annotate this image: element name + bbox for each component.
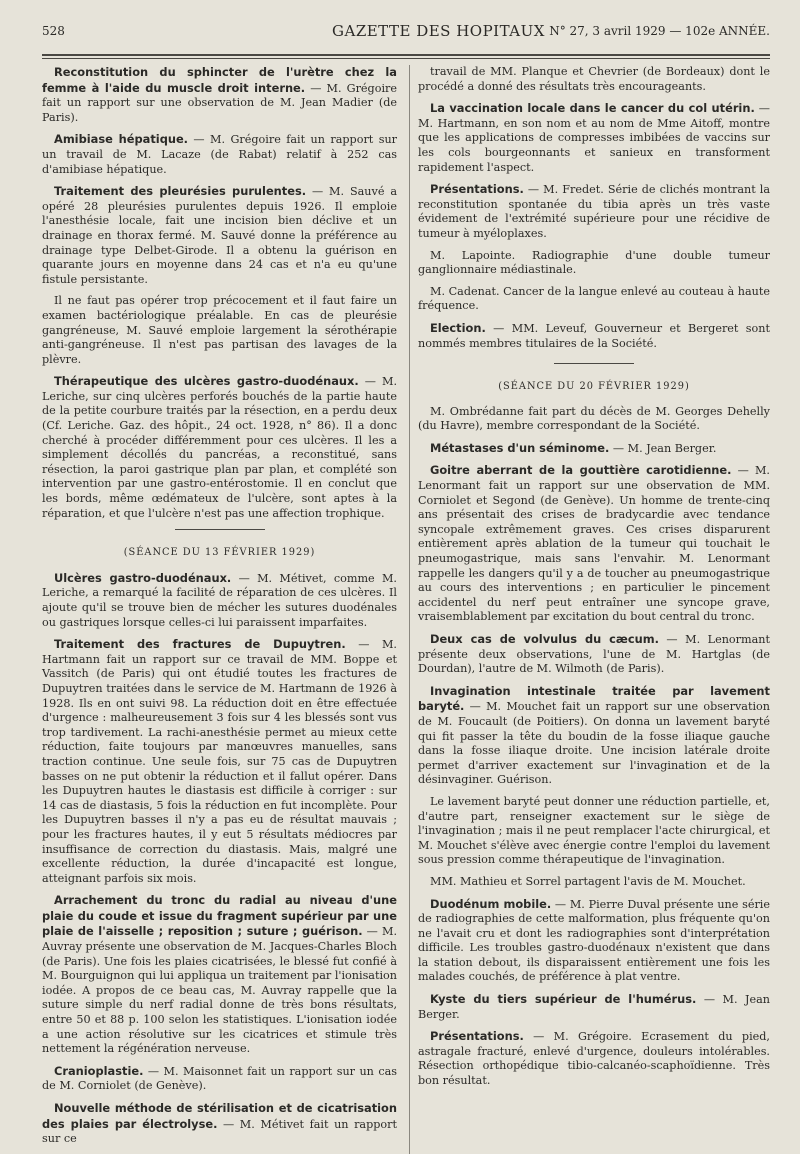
article-body: — M. Jean Berger. bbox=[418, 993, 770, 1021]
session-heading: (SÉANCE DU 13 FÉVRIER 1929) bbox=[123, 547, 316, 559]
article-body: — MM. Leveuf, Gouverneur et Bergeret sont nommés membres titulaires de la Société. bbox=[418, 321, 770, 350]
article-body: — M. Jean Berger. bbox=[609, 441, 717, 455]
article-heading: La vaccination locale dans le cancer du col utérin. bbox=[430, 101, 755, 116]
article-paragraph bbox=[418, 875, 770, 890]
article-heading: Ulcères gastro-duodénaux. bbox=[54, 570, 232, 585]
article-heading: Présentations. bbox=[430, 1029, 524, 1044]
article-paragraph bbox=[42, 1064, 397, 1094]
article-paragraph bbox=[418, 897, 770, 986]
article-paragraph bbox=[42, 893, 397, 1057]
article-body: — M. Hartmann, en son nom et au nom de Mme Aitoff, montre que les applications de compresses imbibées de vaccins sur les cols bourgeonnants et sanieux en transforment rapidement l'aspect. bbox=[418, 102, 770, 174]
article-heading: Deux cas de volvulus du cæcum. bbox=[430, 632, 659, 646]
article-paragraph bbox=[418, 441, 770, 457]
header-rule bbox=[42, 54, 770, 56]
session-heading: (SÉANCE DU 20 FÉVRIER 1929) bbox=[498, 381, 690, 393]
header-rule-thin bbox=[42, 58, 770, 59]
journal-title: GAZETTE DES HOPITAUX bbox=[332, 22, 545, 40]
article-heading: Métastases d'un séminome. bbox=[430, 440, 610, 455]
right-articles-1 bbox=[418, 65, 770, 351]
article-heading: Traitement des pleurésies purulentes. bbox=[54, 184, 307, 199]
article-body: travail de MM. Planque et Chevrier (de Bordeaux) dont le procédé a donné des résultats très encourageants. bbox=[418, 65, 770, 93]
article-body: Il ne faut pas opérer trop précocement et il faut faire un examen bactériologique préalable. En cas de pleurésie gangréneuse, M. Sauvé emploie largement la sérothérapie anti-gangréneuse. Il n'est pas partisan des lavages de la plèvre. bbox=[42, 294, 397, 366]
article-paragraph bbox=[42, 132, 397, 177]
article-body: — M. Sauvé a opéré 28 pleurésies purulentes depuis 1926. Il emploie l'anesthésie locale, fait une incision bien déclive et un drainage en thorax fermé. M. Sauvé donne la préférence au drainage type Delbet-Girode. Il a obtenu la guérison en quarante jours en moyenne dans 24 cas et n'a eu qu'une fistule persistante. bbox=[42, 185, 398, 286]
article-heading: Reconstitution du sphincter de l'urètre chez la femme à l'aide du muscle droit interne. bbox=[42, 65, 397, 95]
article-paragraph bbox=[418, 684, 770, 788]
left-articles-1 bbox=[42, 65, 397, 521]
article-heading: Duodénum mobile. bbox=[430, 896, 552, 911]
article-heading: Traitement des fractures de Dupuytren. bbox=[54, 637, 346, 652]
article-paragraph bbox=[418, 101, 770, 175]
article-body: — M. Hartmann fait un rapport sur ce travail de MM. Boppe et Vassitch (de Paris) qui ont étudié toutes les fractures de Dupuytren traitées dans le service de M. Hartmann de 1926 à 1928. Ils en ont suivi 98. La réduction doit en être effectuée d'urgence : malheureusement 3 fois sur 4 les blessés sont vus trop tardivement. La rachi-anesthésie permet au mieux cette réduction, faite toujours par manœuvres manuelles, sans traction continue. Une seule fois, sur 75 cas de Dupuytren basses on ne put obtenir la réduction et il fallut opérer. Dans les Dupuytren hautes le diastasis est difficile à corriger : sur 14 cas de diastasis, 5 fois la réduction en fut incomplète. Pour les Dupuytren basses il n'y a pas eu de résultat mauvais ; pour les fractures hautes, il y eut 5 résultats médiocres par insuffisance de correction du diastasis. Mais, malgré une excellente réduction, la durée d'incapacité est longue, atteignant parfois six mois. bbox=[42, 638, 397, 885]
article-paragraph bbox=[42, 637, 397, 886]
article-body: M. Ombrédanne fait part du décès de M. Georges Dehelly (du Havre), membre correspondant de la Société. bbox=[418, 404, 770, 433]
article-heading: Thérapeutique des ulcères gastro-duodénaux. bbox=[54, 374, 359, 389]
article-heading: Cranioplastie. bbox=[54, 1063, 144, 1078]
article-body: M. Lapointe. Radiographie d'une double tumeur ganglionnaire médiastinale. bbox=[418, 248, 770, 277]
article-paragraph bbox=[42, 571, 397, 630]
article-heading: Goitre aberrant de la gouttière carotidienne. bbox=[430, 463, 732, 478]
article-body: — M. Auvray présente une observation de M. Jacques-Charles Bloch (de Paris). Une fois les plaies cicatrisées, le blessé fut confié à M. Bourguignon qui lui appliqua un traitement par l'ionisation iodée. A propos de ce beau cas, M. Auvray rappelle que la suture simple du nerf radial donne de très bons résultats, entre 50 et 88 p. 100 selon les statistiques. L'ionisation iodée a une action résolutive sur les cicatrices et stimule très nettement la régénération nerveuse. bbox=[42, 925, 397, 1056]
article-paragraph bbox=[42, 65, 397, 125]
article-body: — M. Métivet fait un rapport sur ce bbox=[42, 1117, 397, 1146]
article-paragraph bbox=[42, 1101, 397, 1147]
right-column bbox=[409, 65, 770, 1154]
article-paragraph bbox=[418, 795, 770, 868]
article-paragraph bbox=[418, 321, 770, 351]
left-articles-2 bbox=[42, 571, 397, 1147]
article-paragraph bbox=[418, 285, 770, 314]
article-heading: Election. bbox=[430, 320, 486, 335]
article-body: — M. Grégoire. Ecrasement du pied, astragale fracturé, enlevé d'urgence, douleurs intolérables. Résection orthopédique tibio-calcanéo-scaphoïdienne. Très bon résultat. bbox=[418, 1030, 770, 1088]
article-paragraph bbox=[418, 463, 770, 625]
article-body: — M. Pierre Duval présente une série de radiographies de cette malformation, plus fréquente qu'on ne l'avait cru et dont les radiographies sont d'interprétation difficile. Les troubles gastro-duodénaux n'existent que dans la station debout, ils disparaissent entièrement une fois les malades couchés, de préférence à plat ventre. bbox=[418, 897, 770, 984]
article-paragraph bbox=[42, 374, 397, 521]
article-paragraph bbox=[418, 1029, 770, 1088]
separator-rule bbox=[175, 529, 265, 530]
columns bbox=[42, 65, 770, 1154]
page-header bbox=[42, 20, 770, 50]
article-body: — M. Lenormant présente deux observations, l'une de M. Hartglas (de Dourdan), l'autre de M. Wilmoth (de Paris). bbox=[418, 633, 770, 676]
article-paragraph bbox=[418, 632, 770, 677]
separator-rule bbox=[554, 363, 634, 364]
article-body: — M. Grégoire fait un rapport sur un travail de M. Lacaze (de Rabat) relatif à 252 cas d'amibiase hépatique. bbox=[42, 133, 397, 176]
article-body: — M. Fredet. Série de clichés montrant la reconstitution spontanée du tibia après un très vaste évidement de l'extrémité supérieure pour une récidive de tumeur à myéloplaxes. bbox=[418, 183, 770, 240]
article-body: Le lavement baryté peut donner une réduction partielle, et, d'autre part, renseigner exactement sur le siège de l'invagination ; mais il ne peut remplacer l'acte chirurgical, et M. Mouchet s'élève avec énergie contre l'emploi du lavement sous pression comme thérapeutique de l'invagination. bbox=[418, 794, 770, 867]
article-heading: Présentations. bbox=[430, 182, 524, 197]
right-articles-2 bbox=[418, 405, 770, 1089]
article-paragraph bbox=[418, 992, 770, 1022]
page-number: 528 bbox=[42, 24, 65, 38]
article-paragraph bbox=[418, 182, 770, 241]
article-paragraph bbox=[418, 405, 770, 434]
article-heading: Kyste du tiers supérieur de l'humérus. bbox=[430, 992, 697, 1007]
article-body: — M. Leriche, sur cinq ulcères perforés bouchés de la partie haute de la petite courbure traités par la résection, en a perdu deux (Cf. Leriche. Gaz. des hôpit., 24 oct. 1928, n° 86). Il a donc cherché à procéder différemment pour ces ulcères. Il les a simplement décollés du pancréas, a reconstitué, sans résection, la paroi gastrique plan par plan, et complété son intervention par une gastro-entérostomie. Il en conclut que les bords, même œdémateux de l'ulcère, sont aptes à la réparation, et que l'ulcère n'est pas une affection trophique. bbox=[42, 375, 397, 520]
issue-info: N° 27, 3 avril 1929 — 102e ANNÉE. bbox=[549, 24, 770, 38]
article-body: MM. Mathieu et Sorrel partagent l'avis de M. Mouchet. bbox=[430, 874, 746, 888]
article-body: — M. Lenormant fait un rapport sur une observation de MM. Corniolet et Segond (de Genève). Un homme de trente-cinq ans présentait des crises de bradycardie avec tendance syncopale extrêmement graves. Ces crises disparurent entièrement après ablation de la tumeur qui touchait le pneumogastrique, mais sans l'envahir. M. Lenormant rappelle les dangers qu'il y a de toucher au pneumogastrique au cours des interventions ; en particulier le pincement accidentel du nerf peut entraîner une syncope grave, vraisemblablement par excitation du bout central du tronc. bbox=[418, 464, 770, 624]
article-body: — M. Grégoire fait un rapport sur une observation de M. Jean Madier (de Paris). bbox=[42, 81, 397, 124]
article-heading: Arrachement du tronc du radial au niveau d'une plaie du coude et issue du fragment supérieur par une plaie de l'aisselle ; reposition ; suture ; guérison. bbox=[42, 893, 397, 939]
article-body: — M. Métivet, comme M. Leriche, a remarqué la facilité de réparation de ces ulcères. Il ajoute qu'il se trouve bien de mécher les sutures duodénales ou gastriques lorsque celles-ci lui paraissent imparfaites. bbox=[42, 571, 397, 629]
article-paragraph bbox=[42, 184, 397, 287]
article-body: — M. Mouchet fait un rapport sur une observation de M. Foucault (de Poitiers). On donna un lavement baryté qui fit passer la tête du boudin de la fosse iliaque gauche dans la fosse iliaque droite. Une incision latérale droite permet d'arriver exactement sur l'invagination et de la désinvaginer. Guérison. bbox=[418, 700, 770, 787]
article-paragraph bbox=[418, 65, 770, 94]
article-heading: Nouvelle méthode de stérilisation et de cicatrisation des plaies par électrolyse. bbox=[42, 1101, 397, 1131]
article-heading: Invagination intestinale traitée par lavement baryté. bbox=[418, 683, 770, 714]
article-body: M. Cadenat. Cancer de la langue enlevé au couteau à haute fréquence. bbox=[418, 284, 770, 313]
article-paragraph bbox=[418, 249, 770, 278]
article-paragraph bbox=[42, 294, 397, 367]
article-heading: Amibiase hépatique. bbox=[54, 132, 189, 147]
left-column bbox=[42, 65, 397, 1154]
article-body: — M. Maisonnet fait un rapport sur un cas de M. Corniolet (de Genève). bbox=[42, 1064, 397, 1093]
